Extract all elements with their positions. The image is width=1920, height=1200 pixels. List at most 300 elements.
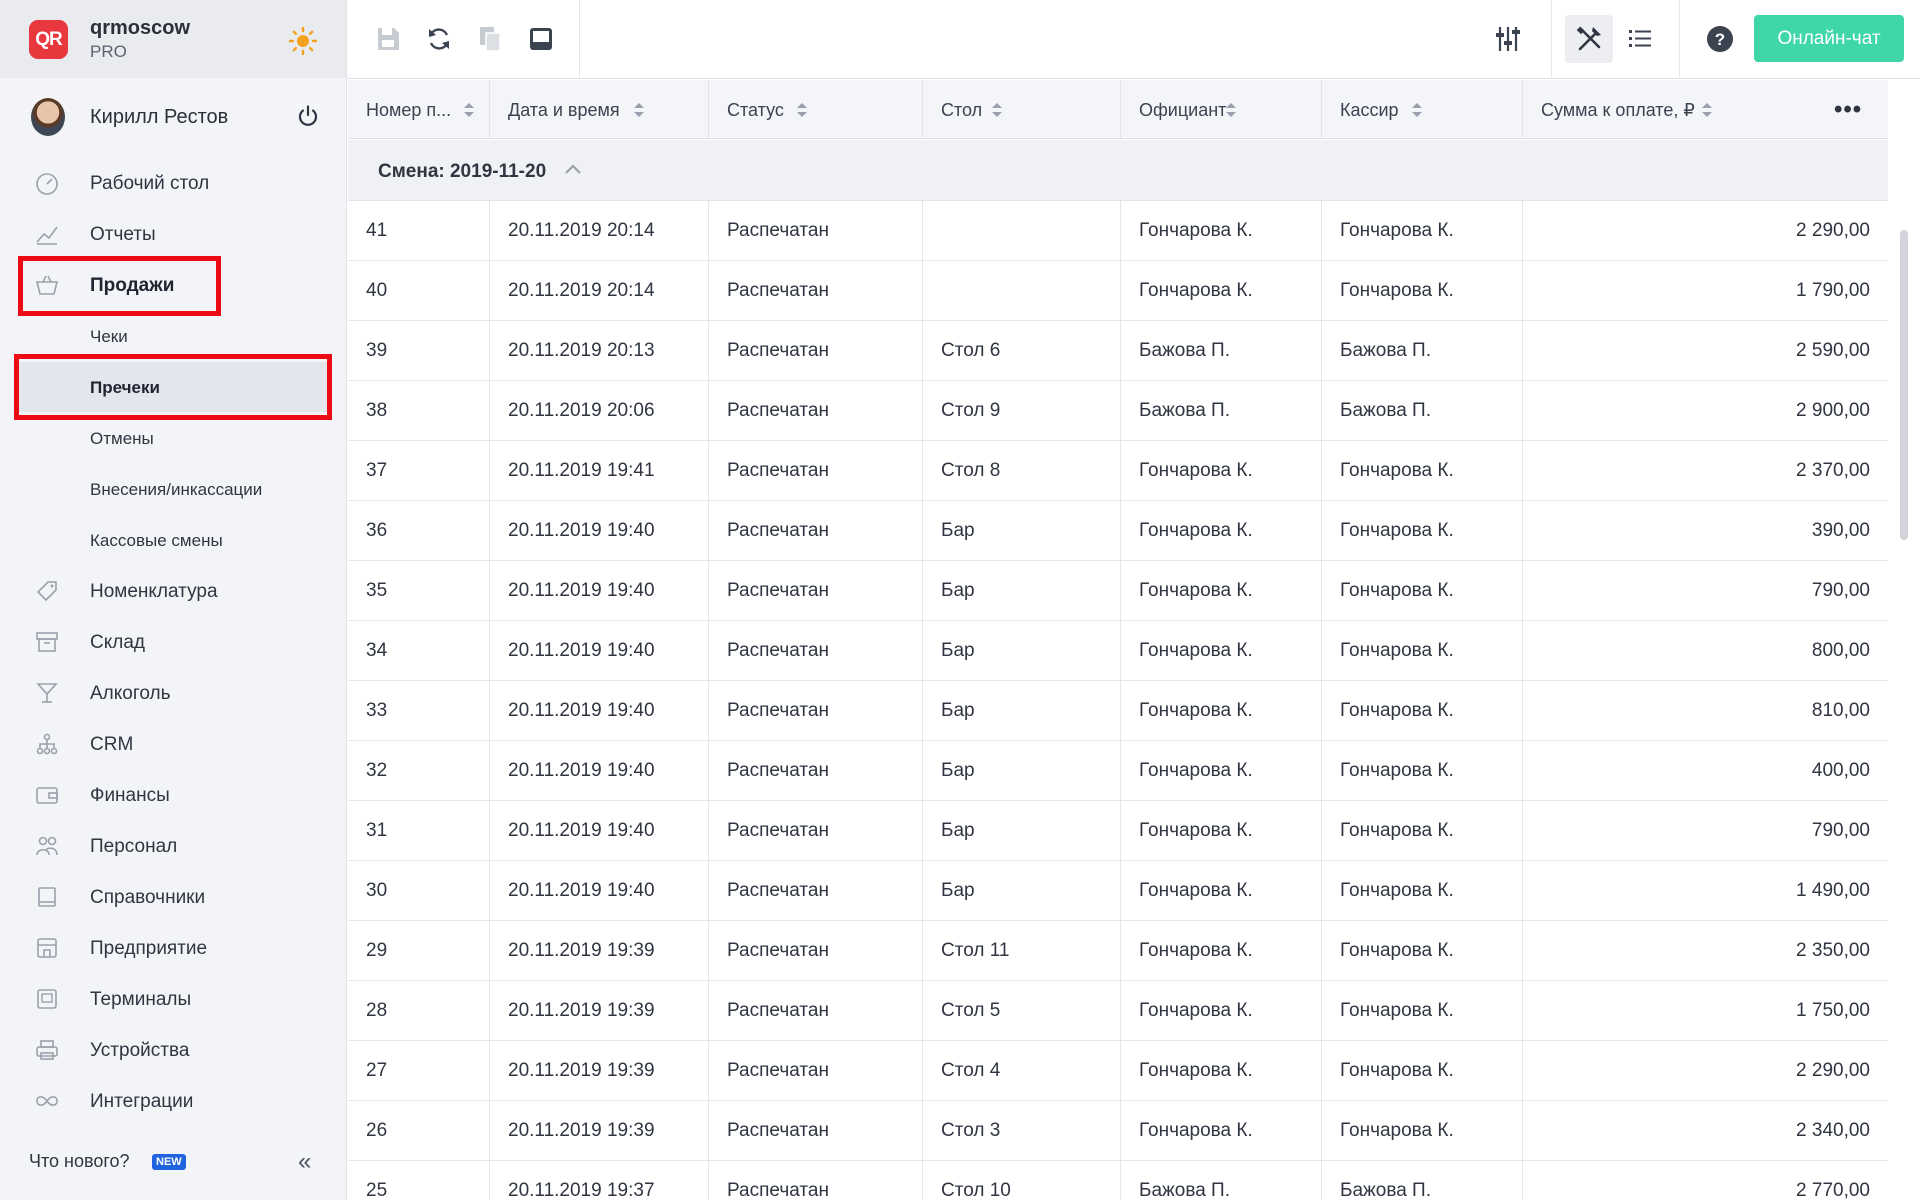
sort-icon[interactable] (1225, 102, 1237, 118)
cell-amount-text: 2 340,00 (1796, 1120, 1870, 1141)
cell-status-text: Распечатан (727, 820, 829, 841)
sidebar-item-warehouse[interactable] (0, 617, 346, 667)
sort-icon[interactable] (463, 102, 475, 118)
cell-table (923, 1041, 1121, 1101)
brand-name: qrmoscow (90, 17, 191, 39)
cell-cashier (1322, 921, 1523, 981)
cell-waiter (1121, 321, 1322, 381)
sort-icon[interactable] (796, 102, 808, 118)
cell-table (923, 441, 1121, 501)
cell-table (923, 501, 1121, 561)
cell-waiter (1121, 801, 1322, 861)
sidebar-item-dashboard[interactable] (0, 158, 346, 208)
cell-amount (1523, 681, 1888, 741)
cell-datetime-text: 20.11.2019 19:40 (508, 760, 655, 781)
dashboard-icon (34, 171, 60, 195)
cell-status-text: Распечатан (727, 220, 829, 241)
cell-number (348, 741, 490, 801)
cell-status-text: Распечатан (727, 280, 829, 301)
cell-amount-text: 800,00 (1811, 640, 1870, 661)
table-header (348, 80, 1888, 139)
cell-amount-text: 400,00 (1811, 760, 1870, 781)
cell-waiter-text: Гончарова К. (1139, 700, 1253, 721)
cell-status-text: Распечатан (727, 700, 829, 721)
cell-table-text: Бар (941, 640, 975, 661)
user-profile (0, 78, 346, 156)
cell-datetime-text: 20.11.2019 19:39 (508, 1060, 655, 1081)
table-row[interactable] (348, 501, 1888, 561)
group-label: Смена: 2019-11-20 (378, 161, 547, 182)
column-header-table[interactable] (923, 80, 1121, 139)
cell-waiter (1121, 1041, 1322, 1101)
cell-waiter-text: Гончарова К. (1139, 640, 1253, 661)
highlight-box-sales (18, 256, 221, 316)
table-row[interactable] (348, 801, 1888, 861)
cell-waiter (1121, 741, 1322, 801)
sort-icon[interactable] (1701, 102, 1713, 118)
cell-cashier-text: Гончарова К. (1340, 1060, 1454, 1081)
cell-number (348, 261, 490, 321)
whats-new-link[interactable]: Что нового? (29, 1151, 130, 1171)
sidebar-subitem-label: Отмены (90, 429, 154, 448)
copy-icon[interactable] (475, 24, 505, 54)
cell-status (709, 501, 923, 561)
cell-table-text: Бар (941, 700, 975, 721)
chevron-up-icon[interactable] (564, 162, 582, 176)
column-header-number[interactable] (348, 80, 490, 139)
cell-amount (1523, 741, 1888, 801)
column-header-label: Стол (941, 100, 983, 120)
cell-waiter (1121, 381, 1322, 441)
table-row[interactable] (348, 861, 1888, 921)
sidebar-item-label: Алкоголь (90, 683, 171, 704)
column-header-waiter[interactable] (1121, 80, 1322, 139)
cell-cashier-text: Гончарова К. (1340, 760, 1454, 781)
cell-cashier-text: Гончарова К. (1340, 640, 1454, 661)
cell-status (709, 921, 923, 981)
table-row[interactable] (348, 321, 1888, 381)
cell-status-text: Распечатан (727, 1180, 829, 1200)
column-header-datetime[interactable] (490, 80, 709, 139)
cell-amount-text: 790,00 (1811, 580, 1870, 601)
vertical-scrollbar[interactable] (1898, 150, 1910, 1200)
cell-amount (1523, 861, 1888, 921)
cell-number-text: 25 (366, 1180, 388, 1200)
column-header-label: Кассир (1340, 100, 1399, 120)
column-header-label: Статус (727, 100, 784, 120)
cell-status (709, 1101, 923, 1161)
more-options-icon[interactable]: ••• (1834, 96, 1863, 123)
sidebar-item-label: Склад (90, 632, 145, 653)
cell-cashier-text: Гончарова К. (1340, 220, 1454, 241)
cell-table-text: Бар (941, 760, 975, 781)
table-row[interactable] (348, 981, 1888, 1041)
cell-table (923, 561, 1121, 621)
cell-datetime-text: 20.11.2019 19:40 (508, 880, 655, 901)
column-header-label: Официант (1139, 100, 1227, 120)
sidebar-item-devices[interactable] (0, 1025, 346, 1075)
cell-waiter (1121, 441, 1322, 501)
cell-datetime (490, 621, 709, 681)
cell-number-text: 31 (366, 820, 388, 841)
cell-datetime-text: 20.11.2019 19:41 (508, 460, 655, 481)
cell-number (348, 681, 490, 741)
sidebar-item-staff[interactable] (0, 821, 346, 871)
sidebar-item-nomenclature[interactable] (0, 566, 346, 616)
highlight-box-prechecks (14, 354, 332, 420)
cell-number (348, 381, 490, 441)
sort-icon[interactable] (1411, 102, 1423, 118)
cell-status-text: Распечатан (727, 880, 829, 901)
theme-sun-icon[interactable] (288, 26, 318, 56)
cell-table-text: Бар (941, 880, 975, 901)
cell-status (709, 321, 923, 381)
toolbar (347, 0, 1920, 79)
group-row-shift[interactable] (348, 140, 1888, 201)
cell-table-text: Стол 4 (941, 1060, 1001, 1081)
inbox-icon[interactable] (526, 24, 556, 54)
cell-waiter (1121, 621, 1322, 681)
cell-cashier-text: Бажова П. (1340, 400, 1431, 421)
cell-table (923, 681, 1121, 741)
table-row[interactable] (348, 1161, 1888, 1200)
cell-status-text: Распечатан (727, 340, 829, 361)
cell-table-text: Стол 8 (941, 460, 1001, 481)
cocktail-icon (34, 681, 60, 705)
power-icon[interactable] (296, 104, 320, 128)
table-row[interactable] (348, 741, 1888, 801)
cell-cashier (1322, 801, 1523, 861)
cell-status (709, 201, 923, 261)
cell-table-text: Стол 5 (941, 1000, 1001, 1021)
sidebar-item-enterprise[interactable] (0, 923, 346, 973)
table-row[interactable] (348, 381, 1888, 441)
cell-cashier-text: Гончарова К. (1340, 820, 1454, 841)
sidebar-item-label: Продажи (90, 275, 175, 296)
cell-number (348, 621, 490, 681)
cell-status (709, 741, 923, 801)
cell-status (709, 441, 923, 501)
cell-cashier-text: Бажова П. (1340, 1180, 1431, 1200)
toolbar-divider (1551, 0, 1552, 79)
cell-datetime (490, 861, 709, 921)
cell-table-text: Стол 3 (941, 1120, 1001, 1141)
cell-waiter (1121, 861, 1322, 921)
cell-amount (1523, 921, 1888, 981)
user-name[interactable]: Кирилл Рестов (90, 106, 229, 128)
sidebar-item-label: Финансы (90, 785, 170, 806)
cell-table-text: Стол 6 (941, 340, 1001, 361)
cell-datetime-text: 20.11.2019 19:37 (508, 1180, 655, 1200)
cell-waiter-text: Бажова П. (1139, 400, 1230, 421)
cell-cashier-text: Гончарова К. (1340, 580, 1454, 601)
cell-waiter-text: Гончарова К. (1139, 220, 1253, 241)
sidebar-item-label: Номенклатура (90, 581, 218, 602)
cell-cashier (1322, 261, 1523, 321)
cell-number (348, 921, 490, 981)
table-row[interactable] (348, 921, 1888, 981)
cell-number (348, 441, 490, 501)
cell-cashier-text: Гончарова К. (1340, 520, 1454, 541)
cell-cashier (1322, 501, 1523, 561)
cell-status (709, 681, 923, 741)
cell-status-text: Распечатан (727, 520, 829, 541)
cell-table (923, 861, 1121, 921)
sidebar-item-references[interactable] (0, 872, 346, 922)
cell-amount (1523, 261, 1888, 321)
cell-amount-text: 2 590,00 (1796, 340, 1870, 361)
cell-number-text: 33 (366, 700, 388, 721)
cell-waiter (1121, 501, 1322, 561)
cell-amount-text: 2 770,00 (1796, 1180, 1870, 1200)
brand-plan: PRO (90, 42, 127, 61)
printer-icon (34, 1038, 60, 1062)
column-header-cashier[interactable] (1322, 80, 1523, 139)
cell-number-text: 32 (366, 760, 388, 781)
table-row[interactable] (348, 441, 1888, 501)
cell-number-text: 39 (366, 340, 388, 361)
cell-table (923, 1161, 1121, 1200)
cell-cashier (1322, 441, 1523, 501)
cell-number-text: 34 (366, 640, 388, 661)
cell-amount-text: 2 370,00 (1796, 460, 1870, 481)
cell-waiter-text: Гончарова К. (1139, 1120, 1253, 1141)
cell-cashier (1322, 1041, 1523, 1101)
cell-waiter-text: Гончарова К. (1139, 520, 1253, 541)
cell-cashier (1322, 561, 1523, 621)
cell-number-text: 37 (366, 460, 388, 481)
cell-cashier-text: Гончарова К. (1340, 940, 1454, 961)
cell-status-text: Распечатан (727, 1000, 829, 1021)
refresh-icon[interactable] (424, 24, 454, 54)
cell-amount-text: 1 790,00 (1796, 280, 1870, 301)
cell-amount-text: 2 290,00 (1796, 1060, 1870, 1081)
cell-waiter-text: Гончарова К. (1139, 280, 1253, 301)
cell-number (348, 501, 490, 561)
cell-cashier-text: Бажова П. (1340, 340, 1431, 361)
sidebar-subitem-label: Пречеки (90, 378, 160, 397)
chart-icon (34, 222, 60, 246)
sidebar-item-crm[interactable] (0, 719, 346, 769)
table-body (348, 201, 1888, 1200)
cell-waiter-text: Бажова П. (1139, 340, 1230, 361)
sidebar-subitem-cash-in-out[interactable] (0, 464, 346, 514)
cell-amount (1523, 201, 1888, 261)
new-badge: NEW (152, 1154, 186, 1170)
cell-table (923, 261, 1121, 321)
sidebar-item-reports[interactable] (0, 209, 346, 259)
cell-datetime-text: 20.11.2019 19:39 (508, 1120, 655, 1141)
cell-cashier (1322, 861, 1523, 921)
save-icon[interactable] (373, 24, 403, 54)
cell-datetime (490, 1161, 709, 1200)
cell-status (709, 561, 923, 621)
toolbar-divider (1679, 0, 1680, 79)
cell-amount (1523, 621, 1888, 681)
cell-amount (1523, 1041, 1888, 1101)
cell-number-text: 41 (366, 220, 388, 241)
cell-number (348, 1161, 490, 1200)
cell-status (709, 621, 923, 681)
cell-waiter-text: Гончарова К. (1139, 820, 1253, 841)
wallet-icon (34, 783, 60, 807)
cell-status (709, 801, 923, 861)
cell-datetime-text: 20.11.2019 19:40 (508, 640, 655, 661)
tag-icon (34, 579, 60, 603)
cell-number-text: 28 (366, 1000, 388, 1021)
cell-table (923, 801, 1121, 861)
cell-cashier (1322, 741, 1523, 801)
cell-datetime (490, 1101, 709, 1161)
cell-amount (1523, 441, 1888, 501)
cell-datetime-text: 20.11.2019 20:06 (508, 400, 655, 421)
cell-cashier (1322, 321, 1523, 381)
cell-table (923, 921, 1121, 981)
people-icon (34, 834, 60, 858)
cell-number-text: 26 (366, 1120, 388, 1141)
table-row[interactable] (348, 621, 1888, 681)
prechecks-table (348, 80, 1920, 1200)
sidebar-subitem-label: Внесения/инкассации (90, 480, 263, 499)
cell-amount-text: 2 900,00 (1796, 400, 1870, 421)
cell-status-text: Распечатан (727, 760, 829, 781)
sidebar-item-finances[interactable] (0, 770, 346, 820)
cell-waiter-text: Гончарова К. (1139, 1060, 1253, 1081)
svg-text:?: ? (1714, 30, 1726, 49)
cell-amount (1523, 381, 1888, 441)
cell-cashier-text: Гончарова К. (1340, 460, 1454, 481)
sidebar-subitem-cancellations[interactable] (0, 413, 346, 463)
building-icon (34, 936, 60, 960)
cell-datetime-text: 20.11.2019 19:39 (508, 940, 655, 961)
online-chat-button[interactable]: Онлайн-чат (1754, 15, 1904, 62)
column-header-status[interactable] (709, 80, 923, 139)
cell-table (923, 1101, 1121, 1161)
cell-number (348, 801, 490, 861)
cell-waiter (1121, 1161, 1322, 1200)
brand-header (0, 0, 346, 78)
cell-amount-text: 1 750,00 (1796, 1000, 1870, 1021)
sort-icon[interactable] (991, 102, 1003, 118)
cell-datetime-text: 20.11.2019 19:40 (508, 700, 655, 721)
cell-waiter-text: Гончарова К. (1139, 760, 1253, 781)
sidebar-item-label: Персонал (90, 836, 178, 857)
cell-datetime (490, 321, 709, 381)
archive-icon (34, 630, 60, 654)
cell-number-text: 40 (366, 280, 388, 301)
table-row[interactable] (348, 261, 1888, 321)
cell-status-text: Распечатан (727, 640, 829, 661)
cell-amount-text: 790,00 (1811, 820, 1870, 841)
cell-number-text: 38 (366, 400, 388, 421)
cell-datetime-text: 20.11.2019 19:40 (508, 820, 655, 841)
cell-number (348, 861, 490, 921)
cell-waiter-text: Гончарова К. (1139, 1000, 1253, 1021)
list-view-icon[interactable] (1625, 24, 1655, 54)
sidebar-item-label: Предприятие (90, 938, 208, 959)
cell-number (348, 1101, 490, 1161)
cell-cashier (1322, 681, 1523, 741)
cell-cashier (1322, 981, 1523, 1041)
infinity-icon (34, 1089, 60, 1113)
cell-waiter (1121, 1101, 1322, 1161)
cell-amount-text: 2 350,00 (1796, 940, 1870, 961)
cell-cashier-text: Гончарова К. (1340, 1000, 1454, 1021)
sidebar-item-alcohol[interactable] (0, 668, 346, 718)
cell-amount (1523, 801, 1888, 861)
hierarchy-icon (34, 732, 60, 756)
sidebar-item-label: Рабочий стол (90, 173, 210, 194)
avatar[interactable] (31, 98, 65, 136)
cell-number-text: 30 (366, 880, 388, 901)
cell-amount (1523, 561, 1888, 621)
sidebar-item-terminals[interactable] (0, 974, 346, 1024)
cell-table-text: Стол 10 (941, 1180, 1011, 1200)
cell-number (348, 201, 490, 261)
cell-amount-text: 1 490,00 (1796, 880, 1870, 901)
sort-icon[interactable] (633, 102, 645, 118)
table-row[interactable] (348, 1041, 1888, 1101)
sidebar (0, 0, 347, 1200)
cell-status-text: Распечатан (727, 400, 829, 421)
collapse-sidebar-button[interactable]: « (298, 1148, 312, 1175)
cell-amount-text: 810,00 (1811, 700, 1870, 721)
cell-cashier-text: Гончарова К. (1340, 1120, 1454, 1141)
cell-datetime (490, 1041, 709, 1101)
cell-waiter (1121, 921, 1322, 981)
cell-number (348, 321, 490, 381)
cell-table (923, 321, 1121, 381)
scrollbar-thumb[interactable] (1900, 230, 1908, 540)
column-settings-icon[interactable] (1493, 24, 1523, 54)
cell-datetime-text: 20.11.2019 20:13 (508, 340, 655, 361)
cell-datetime (490, 681, 709, 741)
cell-datetime (490, 381, 709, 441)
help-icon[interactable] (1705, 24, 1735, 54)
cell-waiter-text: Гончарова К. (1139, 940, 1253, 961)
table-row[interactable] (348, 561, 1888, 621)
cell-waiter-text: Бажова П. (1139, 1180, 1230, 1200)
cell-cashier-text: Гончарова К. (1340, 880, 1454, 901)
table-row[interactable] (348, 1101, 1888, 1161)
cell-cashier (1322, 381, 1523, 441)
cell-table (923, 981, 1121, 1041)
sidebar-item-label: Устройства (90, 1040, 190, 1061)
toolbar-divider (579, 0, 580, 79)
cell-datetime (490, 921, 709, 981)
cell-table-text: Стол 11 (941, 940, 1010, 961)
cell-datetime-text: 20.11.2019 20:14 (508, 220, 655, 241)
cell-amount-text: 2 290,00 (1796, 220, 1870, 241)
cell-waiter (1121, 261, 1322, 321)
cell-datetime (490, 201, 709, 261)
brand-logo[interactable]: QR (29, 20, 68, 59)
sidebar-item-label: Терминалы (90, 989, 192, 1010)
cell-status-text: Распечатан (727, 1060, 829, 1081)
cell-amount (1523, 1161, 1888, 1200)
terminal-icon (34, 987, 60, 1011)
tools-icon[interactable] (1574, 24, 1604, 54)
cell-datetime-text: 20.11.2019 20:14 (508, 280, 655, 301)
cell-table (923, 741, 1121, 801)
table-row[interactable] (348, 201, 1888, 261)
sidebar-subitem-cash-shifts[interactable] (0, 515, 346, 565)
cell-datetime (490, 261, 709, 321)
cell-amount (1523, 321, 1888, 381)
table-row[interactable] (348, 681, 1888, 741)
sidebar-item-integrations[interactable] (0, 1076, 346, 1126)
cell-cashier (1322, 621, 1523, 681)
